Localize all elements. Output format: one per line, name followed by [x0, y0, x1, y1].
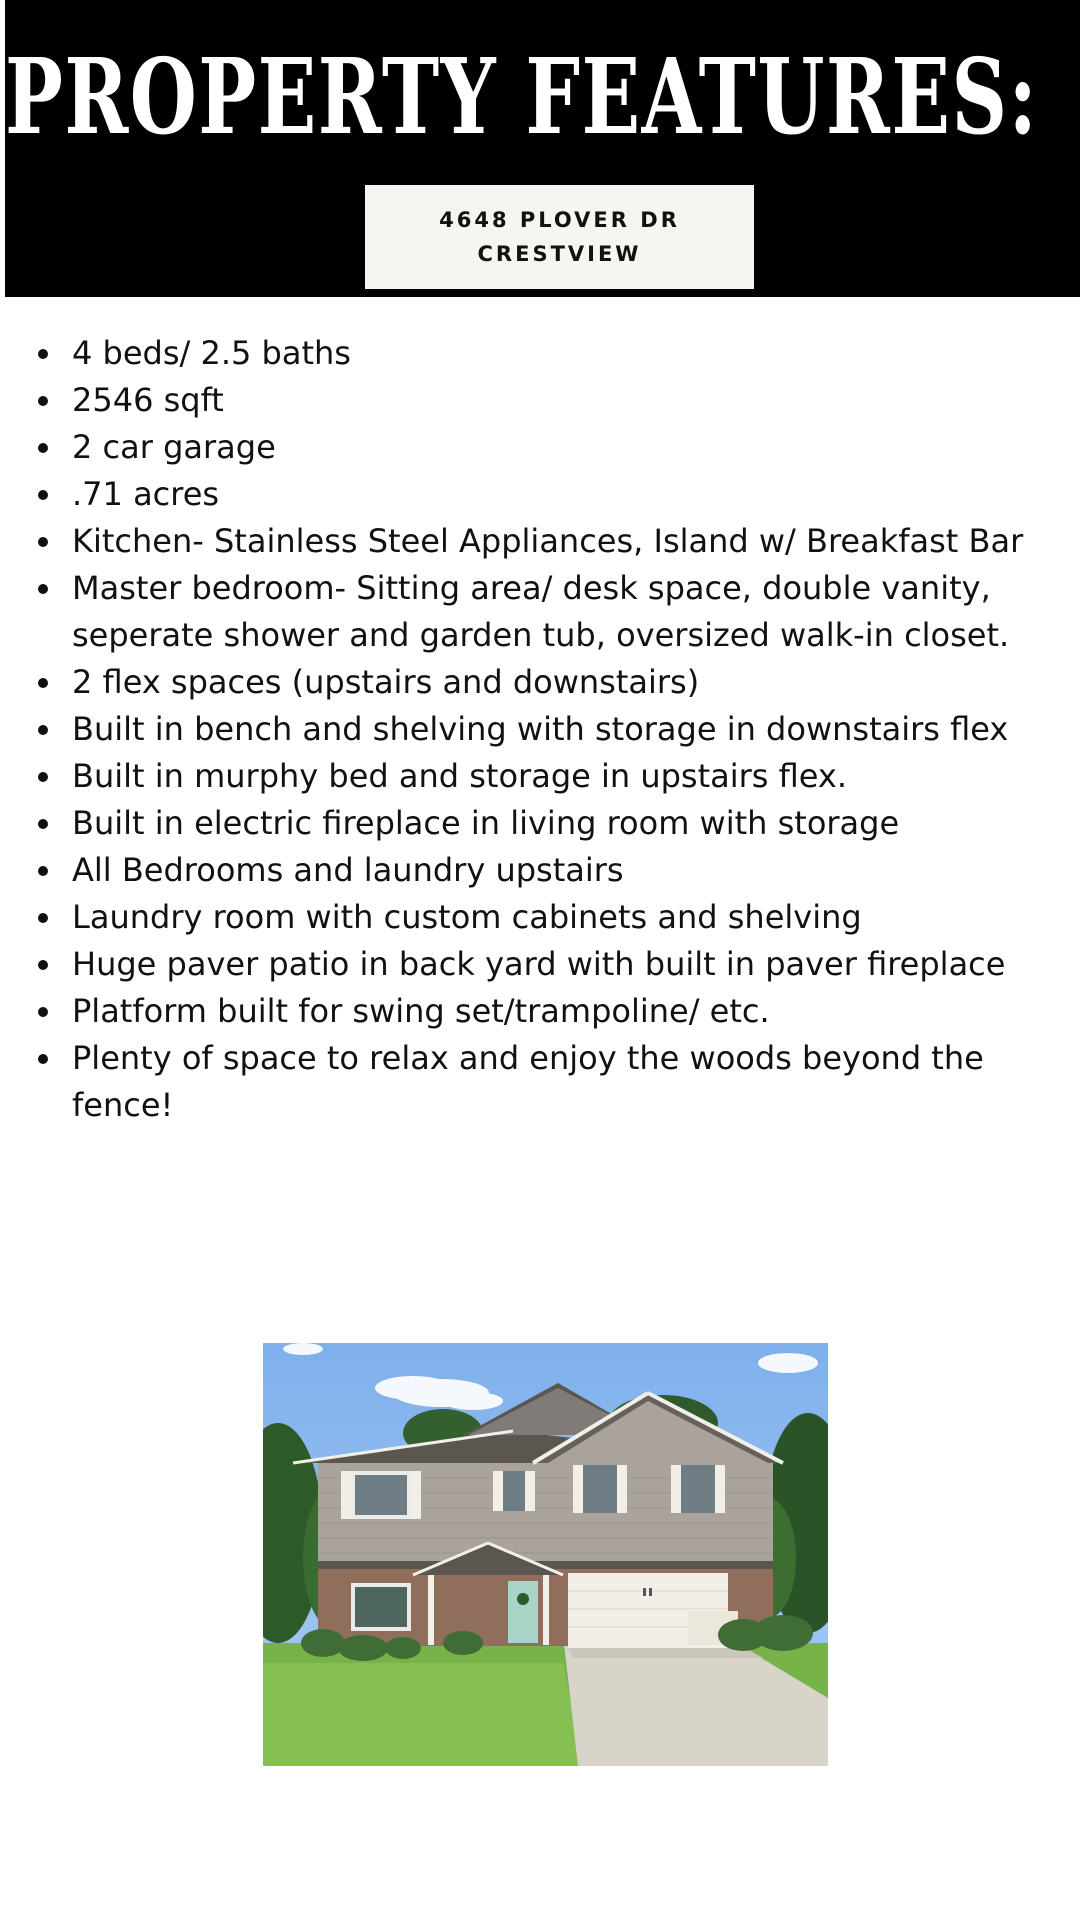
feature-item	[30, 753, 1060, 800]
feature-item	[30, 800, 1060, 847]
bullet-icon	[38, 819, 48, 829]
feature-item	[30, 565, 1060, 659]
feature-text: 2 flex spaces (upstairs and downstairs)	[72, 663, 700, 701]
feature-text: Laundry room with custom cabinets and shelving	[72, 898, 862, 936]
feature-item	[30, 894, 1060, 941]
bullet-icon	[38, 1054, 48, 1064]
feature-item	[30, 471, 1060, 518]
bullet-icon	[38, 725, 48, 735]
header-banner	[5, 0, 1080, 297]
page-title: PROPERTY FEATURES:	[5, 35, 1039, 158]
feature-item	[30, 988, 1060, 1035]
bullet-icon	[38, 960, 48, 970]
bullet-icon	[38, 490, 48, 500]
feature-item	[30, 941, 1060, 988]
bullet-icon	[38, 349, 48, 359]
feature-text: Built in bench and shelving with storage in downstairs flex	[72, 710, 1009, 748]
bullet-icon	[38, 678, 48, 688]
feature-item	[30, 659, 1060, 706]
feature-text: All Bedrooms and laundry upstairs	[72, 851, 624, 889]
feature-item	[30, 847, 1060, 894]
address-city: CRESTVIEW	[477, 242, 642, 266]
address-box	[365, 185, 754, 289]
house-photo	[263, 1343, 828, 1766]
feature-item	[30, 518, 1060, 565]
address-street: 4648 PLOVER DR	[439, 208, 680, 232]
bullet-icon	[38, 1007, 48, 1017]
feature-text: Huge paver patio in back yard with built in paver fireplace	[72, 945, 1006, 983]
feature-item	[30, 330, 1060, 377]
feature-text: 2 car garage	[72, 428, 276, 466]
bullet-icon	[38, 584, 48, 594]
bullet-icon	[38, 913, 48, 923]
bullet-icon	[38, 772, 48, 782]
feature-text: Built in electric fireplace in living room with storage	[72, 804, 900, 842]
house-photo-illustration	[263, 1343, 828, 1766]
bullet-icon	[38, 866, 48, 876]
feature-text: Platform built for swing set/trampoline/ etc.	[72, 992, 770, 1030]
feature-text: Kitchen- Stainless Steel Appliances, Island w/ Breakfast Bar	[72, 522, 1024, 560]
feature-item	[30, 377, 1060, 424]
feature-item	[30, 706, 1060, 753]
bullet-icon	[38, 396, 48, 406]
feature-text: Master bedroom- Sitting area/ desk space, double vanity, seperate shower and garden tub, oversized walk-in closet.	[72, 569, 1010, 654]
feature-text: 4 beds/ 2.5 baths	[72, 334, 351, 372]
bullet-icon	[38, 443, 48, 453]
bullet-icon	[38, 537, 48, 547]
feature-list	[30, 330, 1060, 1129]
feature-item	[30, 424, 1060, 471]
feature-text: Built in murphy bed and storage in upstairs flex.	[72, 757, 848, 795]
feature-text: 2546 sqft	[72, 381, 224, 419]
feature-text: Plenty of space to relax and enjoy the woods beyond the fence!	[72, 1039, 984, 1124]
feature-text: .71 acres	[72, 475, 220, 513]
feature-item	[30, 1035, 1060, 1129]
